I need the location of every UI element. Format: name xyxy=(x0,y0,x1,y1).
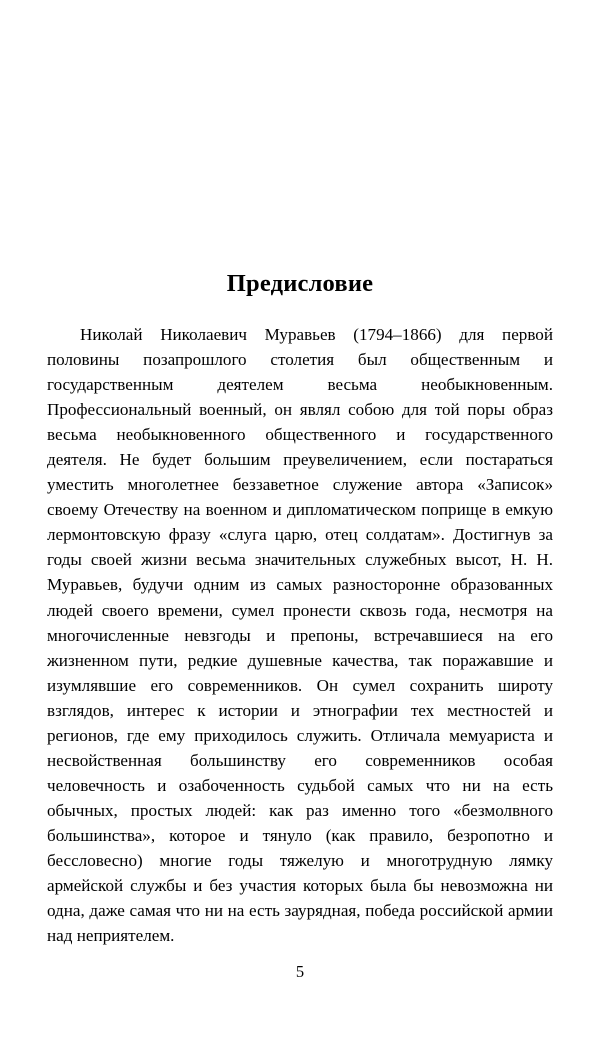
page-number: 5 xyxy=(295,962,305,981)
body-paragraph: Николай Николаевич Муравьев (1794–1866) для первой половины позапрошлого столетия был общественным и государственным деятелем весьма необыкновенным. Профессиональный военный, он являл собою для той поры образ весьма необыкновенного общественного и государственного деятеля. Не будет большим преувеличением, если постараться уместить многолетнее беззаветное служение автора «Записок» своему Отечеству на военном и дипломатическом поприще в емкую лермонтовскую фразу «слуга царю, отец солдатам». Достигнув за годы своей жизни весьма значительных служебных высот, Н. Н. Муравьев, будучи одним из самых разносторонне образованных людей своего времени, сумел пронести сквозь года, несмотря на многочисленные невзгоды и препоны, встречавшиеся на его жизненном пути, редкие душевные качества, так поражавшие и изумлявшие его современников. Он сумел сохранить широту взглядов, интерес к истории и этнографии тех местностей и регионов, где ему приходилось служить. Отличала мемуариста и несвойственная большинству его современников особая человечность и озабоченность судьбой самых что ни на есть обычных, простых людей: как раз именно того «безмолвного большинства», которое и тянуло (как правило, безропотно и бессловесно) многие годы тяжелую и многотрудную лямку армейской службы и без участия которых была бы невозможна ни одна, даже самая что ни на есть заурядная, победа российской армии над неприятелем. xyxy=(47,325,553,946)
chapter-title: Предисловие xyxy=(226,270,374,297)
